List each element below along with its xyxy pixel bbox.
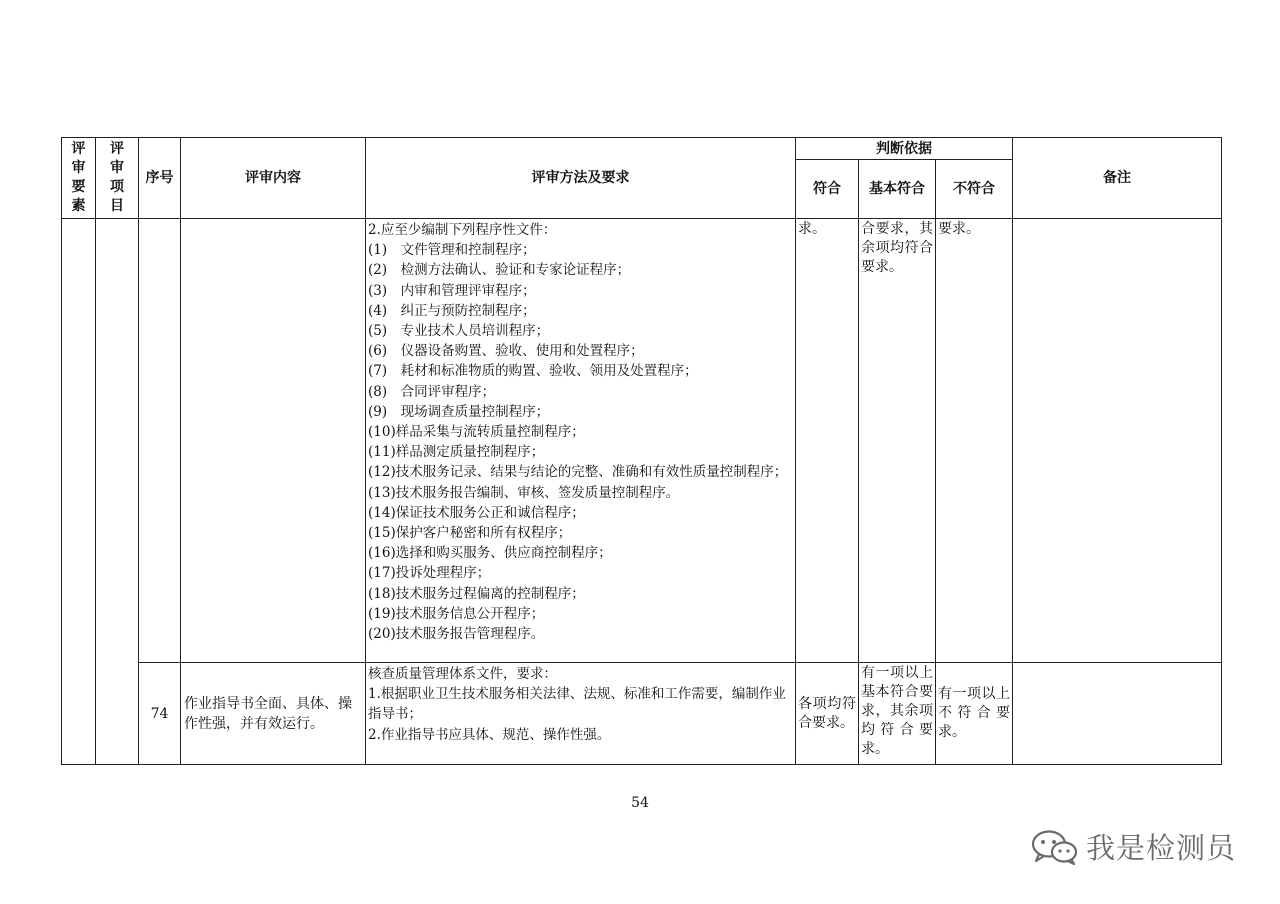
basic-conform-cell: 合要求，其余项均符合要求。	[859, 219, 936, 663]
header-nonconform: 不符合	[936, 160, 1013, 219]
seq-cell: 74	[139, 663, 181, 765]
table-row	[62, 219, 1222, 663]
method-cell	[366, 219, 796, 663]
method-line: (5) 专业技术人员培训程序；	[368, 323, 550, 340]
content-cell	[181, 219, 366, 663]
method-line: (15)保护客户秘密和所有权程序；	[368, 525, 572, 542]
method-line: (9) 现场调查质量控制程序；	[368, 403, 550, 420]
method-cell	[366, 663, 796, 765]
conform-cell: 求。	[796, 219, 859, 663]
method-line: (8) 合同评审程序；	[368, 383, 496, 400]
method-line: (4) 纠正与预防控制程序；	[368, 302, 536, 319]
method-line: (16)选择和购买服务、供应商控制程序；	[368, 545, 612, 562]
table-row	[62, 663, 1222, 765]
wechat-icon	[1030, 829, 1078, 865]
method-line: 2.作业指导书应具体、规范、操作性强。	[368, 726, 611, 743]
method-line: 核查质量管理体系文件，要求：	[368, 666, 557, 682]
method-line: (13)技术服务报告编制、审核、签发质量控制程序。	[368, 484, 680, 501]
header-judgment-basis: 判断依据	[796, 138, 1013, 160]
header-remarks: 备注	[1013, 138, 1222, 219]
method-line: (3) 内审和管理评审程序；	[368, 282, 536, 299]
method-line: (12)技术服务记录、结果与结论的完整、准确和有效性质量控制程序；	[368, 464, 788, 481]
header-method: 评审方法及要求	[366, 138, 796, 219]
conform-cell: 各项均符合要求。	[796, 663, 859, 765]
method-line: (6) 仪器设备购置、验收、使用和处置程序；	[368, 343, 644, 360]
method-line: (10)样品采集与流转质量控制程序；	[368, 424, 585, 441]
header-content: 评审内容	[181, 138, 366, 219]
method-line: (19)技术服务信息公开程序；	[368, 605, 545, 622]
nonconform-cell: 要求。	[936, 219, 1013, 663]
content-cell: 作业指导书全面、具体、操作性强，并有效运行。	[181, 663, 366, 765]
method-line: (17)投诉处理程序；	[368, 565, 491, 582]
review-table	[61, 137, 1222, 765]
header-basic-conform: 基本符合	[859, 160, 936, 219]
header-seq: 序号	[139, 138, 181, 219]
nonconform-cell: 有一项以上不符合要求。	[936, 663, 1013, 765]
method-line: (1) 文件管理和控制程序；	[368, 242, 536, 259]
watermark	[1030, 826, 1236, 867]
page-number: 54	[631, 795, 649, 811]
item-cell	[96, 219, 139, 765]
method-line: 1.根据职业卫生技术服务相关法律、法规、标准和工作需要，编制作业指导书；	[368, 686, 786, 723]
header-conform: 符合	[796, 160, 859, 219]
remarks-cell	[1013, 663, 1222, 765]
method-line: (14)保证技术服务公正和诚信程序；	[368, 504, 585, 521]
header-element: 评审要素	[62, 138, 96, 219]
method-line: (11)样品测定质量控制程序；	[368, 444, 545, 461]
method-line: 2.应至少编制下列程序性文件：	[368, 222, 557, 238]
basic-conform-cell: 有一项以上基本符合要求，其余项均符合要求。	[859, 663, 936, 765]
element-cell	[62, 219, 96, 765]
watermark-text: 我是检测员	[1085, 831, 1236, 865]
method-line: (18)技术服务过程偏离的控制程序；	[368, 585, 585, 602]
seq-cell	[139, 219, 181, 663]
method-line: (20)技术服务报告管理程序。	[368, 626, 545, 643]
method-line: (7) 耗材和标准物质的购置、验收、领用及处置程序；	[368, 363, 698, 380]
method-line: (2) 检测方法确认、验证和专家论证程序；	[368, 262, 631, 279]
remarks-cell	[1013, 219, 1222, 663]
header-item: 评审项目	[96, 138, 139, 219]
